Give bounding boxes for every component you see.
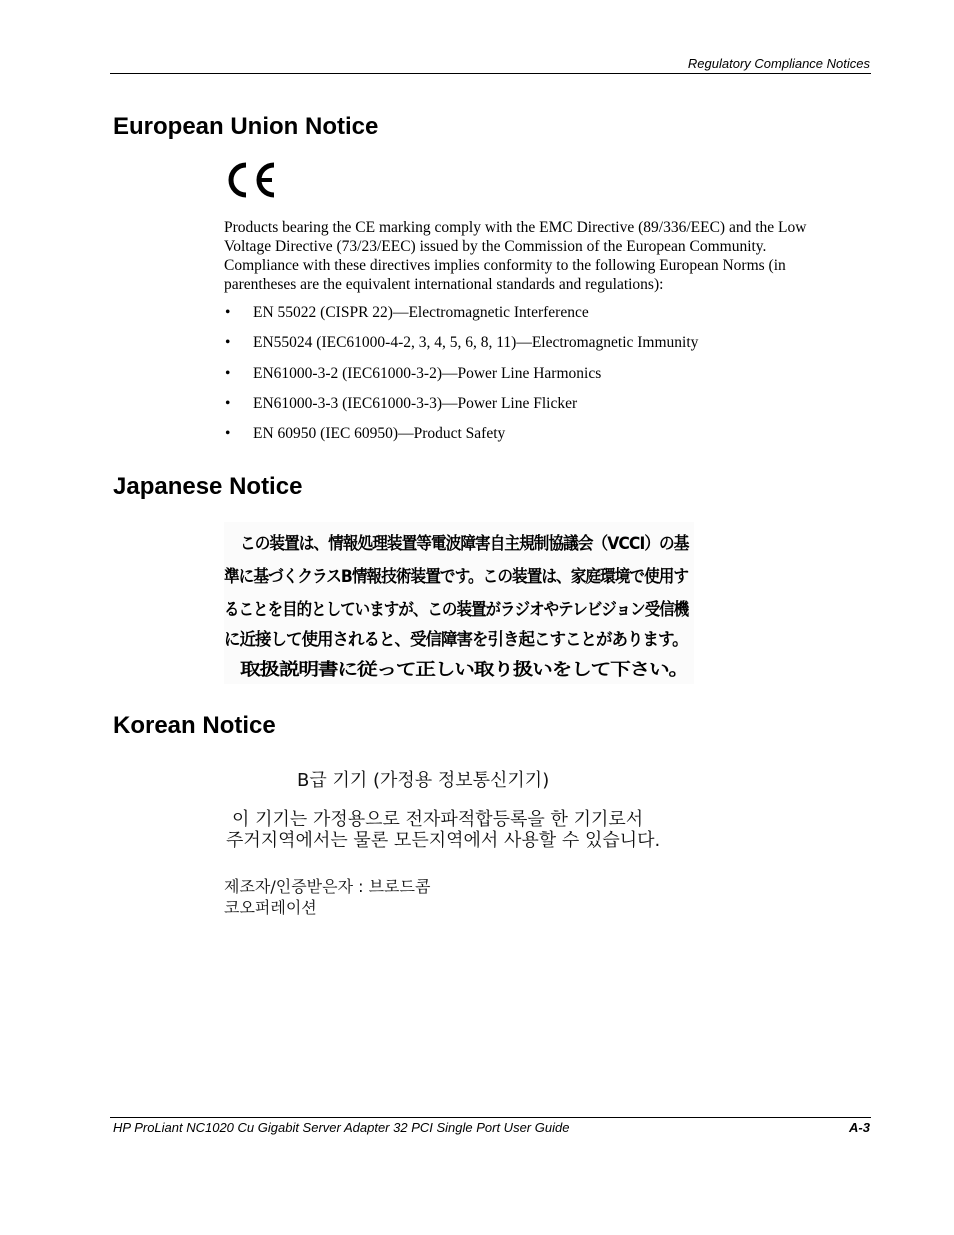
korean-maker-line: 코오퍼레이션	[224, 898, 317, 917]
header-rule	[110, 73, 871, 74]
japanese-notice-line: 準に基づくクラスB情報技術装置です。この装置は、家庭環境で使用す	[224, 567, 689, 587]
bullet-icon: •	[225, 364, 231, 382]
list-item-text: EN61000-3-3 (IEC61000-3-3)—Power Line Flicker	[253, 394, 578, 412]
eu-notice-heading: European Union Notice	[113, 113, 379, 140]
footer-guide-title: HP ProLiant NC1020 Cu Gigabit Server Adapter 32 PCI Single Port User Guide	[113, 1120, 570, 1135]
list-item-text: EN55024 (IEC61000-4-2, 3, 4, 5, 6, 8, 11)—Electromagnetic Immunity	[253, 334, 699, 352]
list-item	[224, 333, 698, 363]
bullet-icon: •	[225, 394, 231, 412]
japanese-vcci-notice	[224, 522, 694, 684]
korean-maker-line: 제조자/인증받은자 : 브로드콤	[224, 877, 431, 896]
running-header: Regulatory Compliance Notices	[687, 56, 870, 71]
page-number: A-3	[849, 1120, 870, 1135]
korean-class-label: B급 기기 (가정용 정보통신기기)	[297, 770, 550, 791]
bullet-icon: •	[225, 304, 231, 321]
eu-paragraph-line: Voltage Directive (73/23/EEC) issued by the Commission of the European Community.	[224, 238, 767, 255]
korean-emc-notice	[224, 760, 724, 920]
japanese-notice-line: この装置は、情報処理装置等電波障害自主規制協議会（VCCI）の基	[240, 534, 689, 554]
japanese-notice-line: 取扱説明書に従って正しい取り扱いをして下さい。	[240, 660, 688, 680]
bullet-icon: •	[225, 425, 231, 443]
japanese-notice-line: に近接して使用されると、受信障害を引き起こすことがあります。	[224, 630, 688, 650]
footer-rule	[110, 1117, 871, 1118]
eu-standards-list	[224, 303, 698, 454]
korean-statement-line: 주거지역에서는 물론 모든지역에서 사용할 수 있습니다.	[226, 830, 661, 851]
bullet-icon: •	[225, 334, 231, 352]
eu-intro-paragraph	[224, 218, 874, 294]
list-item	[224, 303, 698, 333]
eu-paragraph-line: parentheses are the equivalent international standards and regulations):	[224, 276, 664, 293]
list-item-text: EN61000-3-2 (IEC61000-3-2)—Power Line Harmonics	[253, 364, 602, 382]
korean-statement-line: 이 기기는 가정용으로 전자파적합등록을 한 기기로서	[232, 809, 644, 830]
list-item	[224, 424, 698, 454]
eu-paragraph-line: Products bearing the CE marking comply with the EMC Directive (89/336/EEC) and the Low	[224, 219, 807, 236]
list-item	[224, 364, 698, 394]
list-item-text: EN 60950 (IEC 60950)—Product Safety	[253, 425, 506, 443]
eu-paragraph-line: Compliance with these directives implies conformity to the following European Norms (in	[224, 257, 786, 274]
japanese-notice-line: ることを目的としていますが、この装置がラジオやテレビジョン受信機	[224, 600, 689, 620]
korean-notice-heading: Korean Notice	[113, 712, 276, 739]
japanese-notice-heading: Japanese Notice	[113, 473, 303, 500]
list-item	[224, 394, 698, 424]
ce-mark-logo	[224, 160, 280, 200]
list-item-text: EN 55022 (CISPR 22)—Electromagnetic Interference	[253, 304, 589, 321]
